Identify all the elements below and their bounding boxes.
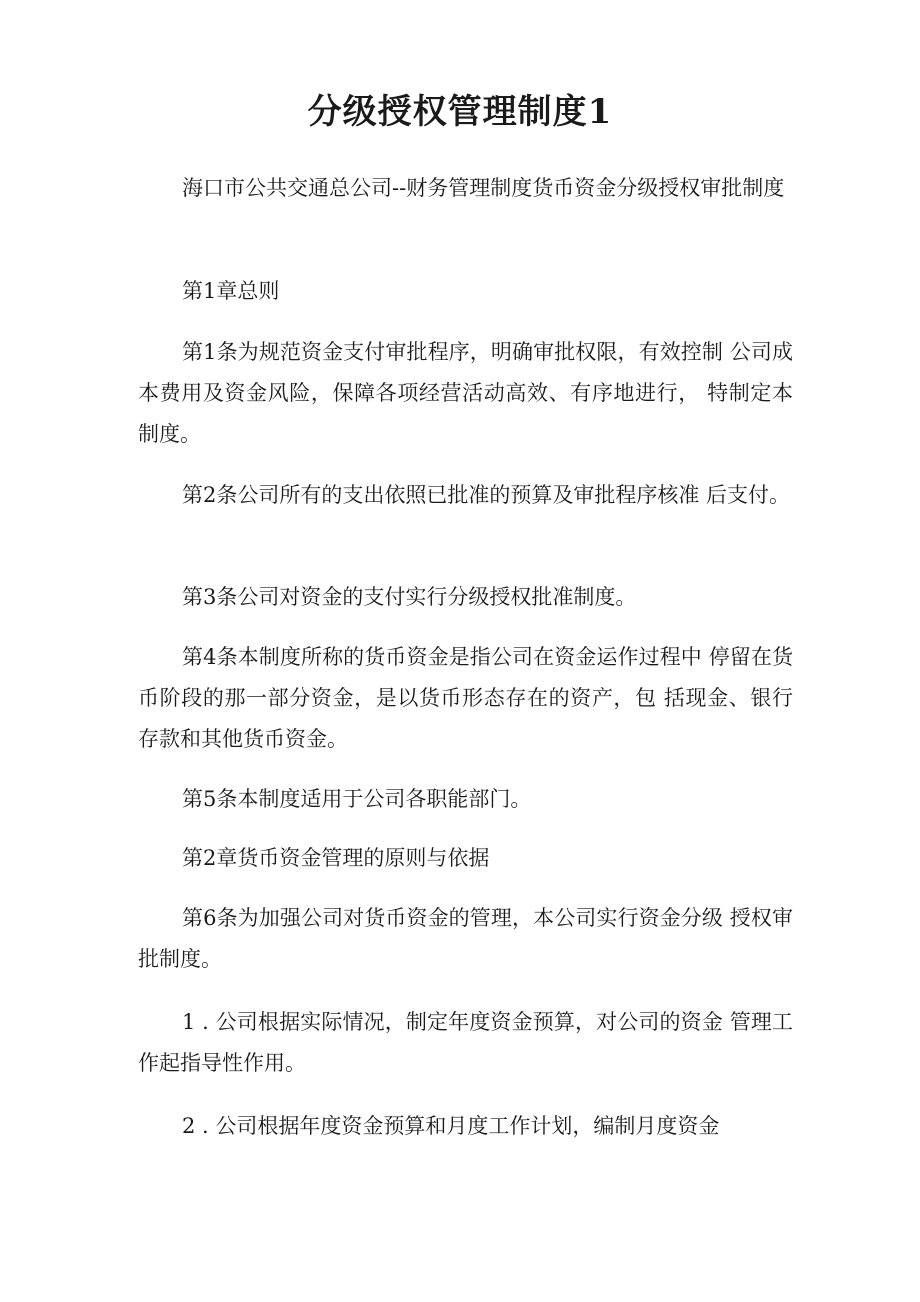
list-item-1: 1 . 公司根据实际情况，制定年度资金预算，对公司的资金 管理工作起指导性作用。 xyxy=(138,1010,793,1075)
article-5: 第5条本制度适用于公司各职能部门。 xyxy=(182,787,532,811)
article-3: 第3条公司对资金的支付实行分级授权批准制度。 xyxy=(182,585,637,609)
article-6: 第6条为加强公司对货币资金的管理，本公司实行资金分级 授权审批制度。 xyxy=(138,906,793,971)
article-4: 第4条本制度所称的货币资金是指公司在资金运作过程中 停留在货币阶段的那一部分资金，是以货币形态存在的资产，包 括现金、银行存款和其他货币资金。 xyxy=(138,645,793,751)
chapter-heading-2: 第2章货币资金管理的原则与依据 xyxy=(182,846,490,870)
article-1: 第1条为规范资金支付审批程序，明确审批权限，有效控制 公司成本费用及资金风险，保障各项经营活动高效、有序地进行， 特制定本制度。 xyxy=(138,340,793,446)
paragraph-intro: 海口市公共交通总公司--财务管理制度货币资金分级授权审批制度 xyxy=(182,176,785,200)
chapter-heading-1: 第1章总则 xyxy=(182,279,280,303)
document-title: 分级授权管理制度1 xyxy=(307,92,613,132)
article-2: 第2条公司所有的支出依照已批准的预算及审批程序核准 后支付。 xyxy=(182,483,791,507)
list-item-2: 2 . 公司根据年度资金预算和月度工作计划，编制月度资金 xyxy=(182,1114,720,1138)
